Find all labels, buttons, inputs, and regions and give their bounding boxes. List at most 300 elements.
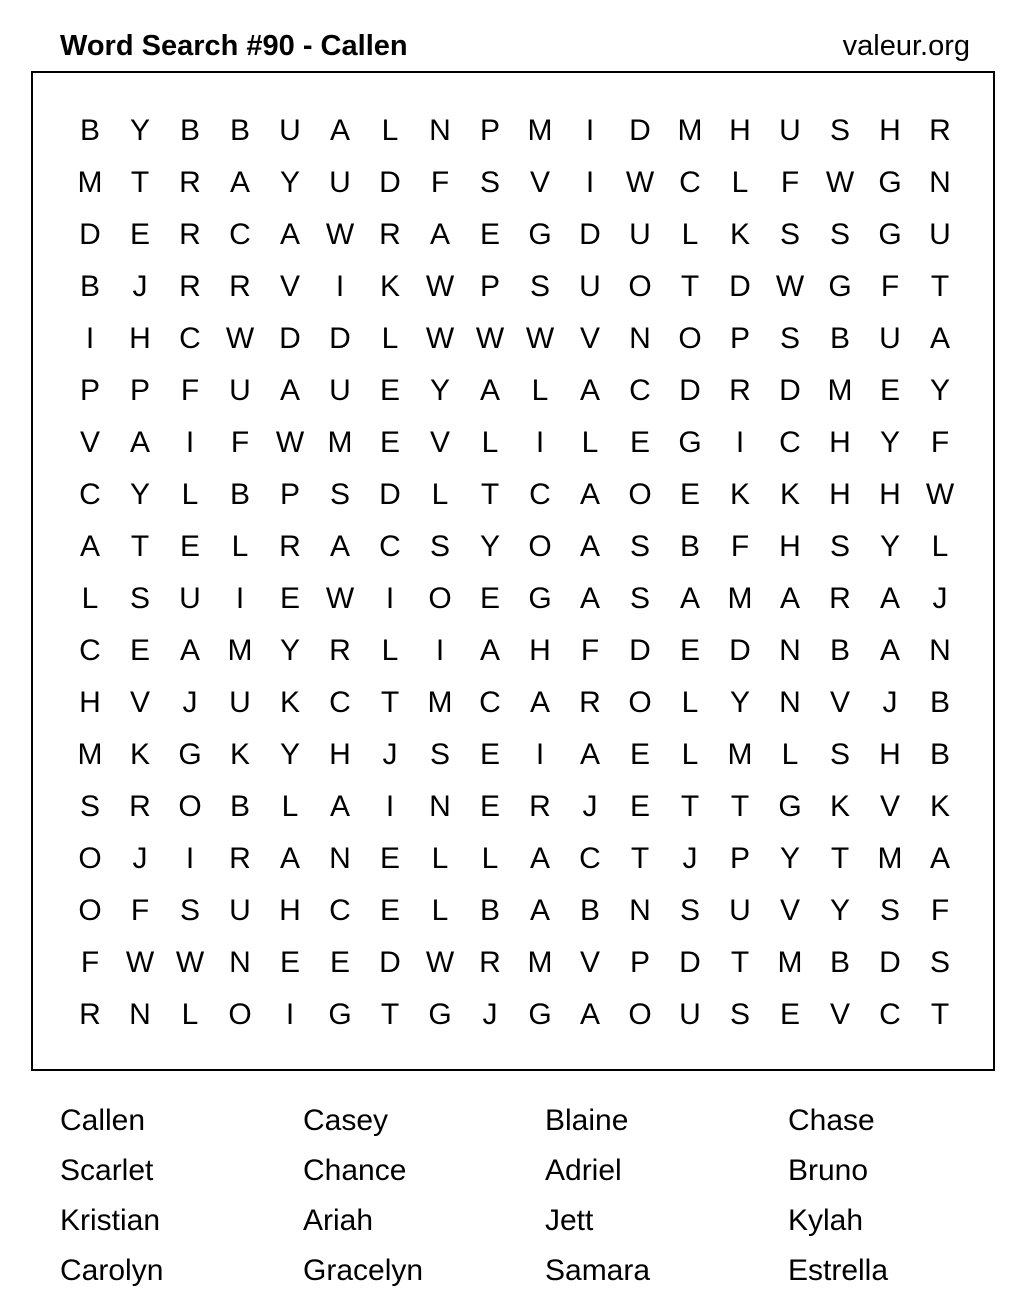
grid-letter: B: [79, 114, 100, 147]
grid-letter: C: [529, 478, 551, 511]
grid-letter: T: [130, 166, 150, 199]
grid-letter: W: [325, 218, 355, 251]
grid-letter: C: [879, 998, 901, 1031]
grid-letter: S: [779, 218, 800, 251]
word-list-item: Jett: [545, 1204, 594, 1237]
grid-letter: N: [429, 790, 451, 823]
grid-letter: A: [779, 582, 800, 615]
grid-letter: F: [880, 270, 900, 303]
grid-letter: J: [182, 686, 198, 719]
grid-letter: P: [279, 478, 300, 511]
grid-letter: T: [130, 530, 150, 563]
grid-letter: E: [379, 374, 400, 407]
grid-letter: C: [779, 426, 801, 459]
grid-letter: K: [229, 738, 250, 771]
grid-letter: H: [879, 114, 901, 147]
grid-letter: L: [181, 478, 199, 511]
grid-letter: L: [181, 998, 199, 1031]
grid-letter: I: [335, 270, 345, 303]
grid-letter: E: [129, 218, 150, 251]
grid-letter: G: [178, 738, 202, 771]
word-list-item: Carolyn: [60, 1254, 164, 1287]
grid-letter: G: [528, 218, 552, 251]
grid-letter: C: [179, 322, 201, 355]
grid-letter: K: [829, 790, 850, 823]
grid-letter: A: [579, 998, 600, 1031]
grid-letter: H: [279, 894, 301, 927]
grid-letter: R: [329, 634, 351, 667]
grid-letter: R: [279, 530, 301, 563]
grid-letter: B: [579, 894, 600, 927]
grid-letter: D: [379, 946, 401, 979]
grid-letter: W: [525, 322, 555, 355]
grid-letter: O: [628, 686, 652, 719]
grid-letter: B: [679, 530, 700, 563]
grid-letter: A: [579, 374, 600, 407]
grid-letter: B: [829, 322, 850, 355]
grid-letter: S: [329, 478, 350, 511]
grid-letter: L: [731, 166, 749, 199]
grid-letter: E: [479, 582, 500, 615]
grid-letter: U: [879, 322, 901, 355]
grid-letter: A: [229, 166, 250, 199]
grid-letter: R: [79, 998, 101, 1031]
grid-letter: S: [629, 582, 650, 615]
grid-letter: L: [581, 426, 599, 459]
grid-letter: P: [629, 946, 650, 979]
grid-letter: A: [529, 686, 550, 719]
grid-letter: R: [529, 790, 551, 823]
grid-letter: S: [779, 322, 800, 355]
grid-letter: P: [729, 322, 750, 355]
grid-letter: Y: [429, 374, 450, 407]
grid-letter: L: [431, 894, 449, 927]
grid-letter: T: [930, 270, 950, 303]
grid-letter: U: [229, 894, 251, 927]
grid-letter: D: [679, 374, 701, 407]
word-list-item: Samara: [545, 1254, 651, 1287]
page-header: [60, 26, 970, 66]
grid-letter: S: [129, 582, 150, 615]
grid-letter: B: [829, 946, 850, 979]
grid-letter: O: [178, 790, 202, 823]
grid-letter: M: [327, 426, 353, 459]
grid-letter: N: [129, 998, 151, 1031]
grid-letter: W: [125, 946, 155, 979]
grid-letter: R: [579, 686, 601, 719]
grid-letter: G: [878, 218, 902, 251]
grid-letter: T: [380, 686, 400, 719]
grid-letter: F: [930, 894, 950, 927]
grid-letter: E: [279, 946, 300, 979]
grid-letter: A: [329, 530, 350, 563]
grid-letter: L: [381, 114, 399, 147]
grid-letter: Y: [479, 530, 500, 563]
grid-letter: H: [729, 114, 751, 147]
grid-letter: D: [729, 634, 751, 667]
grid-letter: O: [78, 842, 102, 875]
grid-letter: A: [329, 790, 350, 823]
grid-letter: R: [829, 582, 851, 615]
grid-letter: R: [229, 842, 251, 875]
grid-letter: V: [879, 790, 900, 823]
grid-letter: C: [329, 894, 351, 927]
grid-letter: J: [682, 842, 698, 875]
grid-letter: L: [531, 374, 549, 407]
grid-letter: I: [735, 426, 745, 459]
grid-letter: K: [129, 738, 150, 771]
grid-letter: T: [830, 842, 850, 875]
grid-letter: B: [479, 894, 500, 927]
grid-letter: N: [329, 842, 351, 875]
grid-letter: E: [479, 790, 500, 823]
grid-letter: V: [779, 894, 800, 927]
grid-letter: M: [877, 842, 903, 875]
grid-letter: S: [529, 270, 550, 303]
grid-letter: N: [779, 686, 801, 719]
grid-letter: M: [827, 374, 853, 407]
grid-letter: I: [185, 426, 195, 459]
grid-letter: E: [479, 218, 500, 251]
grid-letter: H: [329, 738, 351, 771]
grid-letter: K: [729, 218, 750, 251]
grid-letter: D: [329, 322, 351, 355]
grid-letter: H: [879, 478, 901, 511]
grid-letter: T: [380, 998, 400, 1031]
grid-letter: S: [829, 218, 850, 251]
grid-letter: A: [279, 374, 300, 407]
grid-letter: A: [579, 582, 600, 615]
grid-letter: F: [930, 426, 950, 459]
grid-letter: S: [729, 998, 750, 1031]
grid-letter: R: [479, 946, 501, 979]
grid-letter: V: [579, 322, 600, 355]
grid-letter: U: [329, 374, 351, 407]
grid-letter: L: [481, 842, 499, 875]
grid-letter: A: [879, 582, 900, 615]
grid-letter: F: [780, 166, 800, 199]
grid-letter: A: [429, 218, 450, 251]
grid-letter: L: [431, 478, 449, 511]
word-list-item: Callen: [60, 1104, 146, 1137]
grid-letter: A: [179, 634, 200, 667]
word-list-item: Adriel: [545, 1154, 622, 1187]
grid-letter: A: [679, 582, 700, 615]
grid-letter: Y: [129, 114, 150, 147]
grid-letter: R: [729, 374, 751, 407]
grid-letter: I: [535, 738, 545, 771]
grid-letter: A: [579, 478, 600, 511]
grid-letter: G: [878, 166, 902, 199]
grid-letter: M: [527, 946, 553, 979]
grid-letter: J: [582, 790, 598, 823]
grid-letter: Y: [829, 894, 850, 927]
grid-letter: J: [132, 270, 148, 303]
grid-letter: J: [382, 738, 398, 771]
grid-letter: U: [779, 114, 801, 147]
grid-letter: A: [529, 894, 550, 927]
grid-letter: O: [678, 322, 702, 355]
grid-letter: V: [829, 998, 850, 1031]
grid-letter: H: [829, 426, 851, 459]
grid-letter: E: [629, 426, 650, 459]
grid-letter: J: [482, 998, 498, 1031]
grid-letter: J: [882, 686, 898, 719]
grid-letter: R: [179, 218, 201, 251]
grid-letter: E: [629, 790, 650, 823]
grid-letter: L: [931, 530, 949, 563]
grid-letter: K: [729, 478, 750, 511]
grid-letter: B: [229, 478, 250, 511]
grid-letter: L: [381, 634, 399, 667]
grid-letter: I: [285, 998, 295, 1031]
grid-letter: F: [430, 166, 450, 199]
grid-letter: B: [79, 270, 100, 303]
grid-letter: V: [829, 686, 850, 719]
grid-letter: O: [78, 894, 102, 927]
grid-letter: A: [479, 634, 500, 667]
grid-letter: D: [279, 322, 301, 355]
word-list-item: Blaine: [545, 1104, 629, 1137]
grid-letter: W: [475, 322, 505, 355]
grid-letter: B: [229, 114, 250, 147]
grid-letter: D: [779, 374, 801, 407]
grid-letter: G: [828, 270, 852, 303]
grid-letter: P: [729, 842, 750, 875]
grid-letter: A: [79, 530, 100, 563]
grid-letter: E: [379, 894, 400, 927]
grid-letter: S: [929, 946, 950, 979]
grid-letter: S: [429, 738, 450, 771]
grid-letter: J: [132, 842, 148, 875]
grid-letter: D: [729, 270, 751, 303]
grid-letter: M: [77, 166, 103, 199]
grid-letter: W: [225, 322, 255, 355]
grid-letter: L: [231, 530, 249, 563]
grid-letter: F: [80, 946, 100, 979]
grid-letter: W: [425, 946, 455, 979]
word-list-item: Chase: [788, 1104, 875, 1137]
grid-letter: G: [528, 582, 552, 615]
grid-letter: D: [629, 634, 651, 667]
grid-letter: W: [775, 270, 805, 303]
grid-letter: E: [379, 426, 400, 459]
grid-letter: R: [179, 166, 201, 199]
grid-letter: F: [130, 894, 150, 927]
grid-letter: E: [679, 634, 700, 667]
grid-letter: U: [279, 114, 301, 147]
grid-letter: V: [529, 166, 550, 199]
grid-letter: N: [429, 114, 451, 147]
grid-letter: H: [829, 478, 851, 511]
grid-letter: F: [580, 634, 600, 667]
word-list-item: Bruno: [788, 1154, 869, 1187]
grid-letter: B: [929, 686, 950, 719]
grid-letter: Y: [279, 634, 300, 667]
grid-letter: C: [229, 218, 251, 251]
grid-letter: Y: [879, 530, 900, 563]
grid-letter: G: [328, 998, 352, 1031]
grid-letter: P: [479, 270, 500, 303]
grid-letter: B: [929, 738, 950, 771]
grid-letter: V: [79, 426, 100, 459]
word-list-item: Chance: [303, 1154, 407, 1187]
grid-letter: E: [129, 634, 150, 667]
grid-letter: A: [329, 114, 350, 147]
grid-letter: S: [879, 894, 900, 927]
word-list-item: Gracelyn: [303, 1254, 424, 1287]
grid-letter: M: [77, 738, 103, 771]
grid-letter: H: [779, 530, 801, 563]
grid-letter: D: [679, 946, 701, 979]
grid-letter: D: [379, 166, 401, 199]
grid-letter: Y: [929, 374, 950, 407]
grid-letter: E: [479, 738, 500, 771]
grid-letter: L: [681, 738, 699, 771]
grid-letter: W: [825, 166, 855, 199]
grid-letter: U: [579, 270, 601, 303]
grid-letter: G: [428, 998, 452, 1031]
grid-letter: M: [427, 686, 453, 719]
letter-grid: [33, 73, 993, 1069]
grid-letter: U: [629, 218, 651, 251]
grid-letter: T: [680, 790, 700, 823]
grid-letter: S: [79, 790, 100, 823]
grid-letter: Y: [279, 738, 300, 771]
grid-letter: L: [81, 582, 99, 615]
grid-letter: K: [379, 270, 400, 303]
grid-letter: V: [429, 426, 450, 459]
grid-letter: C: [579, 842, 601, 875]
grid-letter: T: [930, 998, 950, 1031]
grid-letter: R: [229, 270, 251, 303]
grid-letter: A: [929, 842, 950, 875]
grid-letter: R: [179, 270, 201, 303]
grid-letter: I: [585, 166, 595, 199]
grid-letter: U: [229, 686, 251, 719]
grid-letter: B: [829, 634, 850, 667]
grid-letter: A: [579, 738, 600, 771]
grid-letter: S: [829, 114, 850, 147]
grid-letter: R: [379, 218, 401, 251]
grid-letter: Y: [279, 166, 300, 199]
grid-letter: N: [229, 946, 251, 979]
site-name: valeur.org: [842, 30, 970, 62]
grid-letter: A: [479, 374, 500, 407]
grid-letter: U: [329, 166, 351, 199]
grid-letter: C: [629, 374, 651, 407]
grid-letter: L: [781, 738, 799, 771]
grid-letter: D: [579, 218, 601, 251]
grid-letter: U: [229, 374, 251, 407]
grid-letter: V: [129, 686, 150, 719]
grid-letter: F: [230, 426, 250, 459]
grid-letter: W: [325, 582, 355, 615]
grid-letter: A: [279, 218, 300, 251]
grid-letter: F: [730, 530, 750, 563]
grid-letter: V: [579, 946, 600, 979]
grid-letter: W: [275, 426, 305, 459]
grid-letter: O: [428, 582, 452, 615]
grid-letter: C: [679, 166, 701, 199]
grid-letter: E: [279, 582, 300, 615]
grid-letter: E: [779, 998, 800, 1031]
grid-letter: W: [625, 166, 655, 199]
grid-letter: W: [425, 270, 455, 303]
grid-letter: D: [379, 478, 401, 511]
grid-letter: W: [425, 322, 455, 355]
grid-letter: E: [879, 374, 900, 407]
grid-letter: B: [229, 790, 250, 823]
grid-letter: O: [528, 530, 552, 563]
grid-letter: I: [385, 582, 395, 615]
grid-letter: M: [727, 582, 753, 615]
grid-letter: A: [279, 842, 300, 875]
grid-letter: K: [279, 686, 300, 719]
grid-letter: O: [628, 998, 652, 1031]
grid-letter: H: [79, 686, 101, 719]
puzzle-grid-box: [31, 71, 995, 1071]
grid-letter: D: [79, 218, 101, 251]
grid-letter: N: [929, 166, 951, 199]
grid-letter: M: [227, 634, 253, 667]
grid-letter: A: [579, 530, 600, 563]
grid-letter: I: [435, 634, 445, 667]
grid-letter: H: [529, 634, 551, 667]
grid-letter: D: [629, 114, 651, 147]
grid-letter: V: [279, 270, 300, 303]
grid-letter: M: [527, 114, 553, 147]
grid-letter: W: [925, 478, 955, 511]
grid-letter: L: [381, 322, 399, 355]
grid-letter: L: [281, 790, 299, 823]
grid-letter: S: [429, 530, 450, 563]
grid-letter: U: [729, 894, 751, 927]
grid-letter: A: [879, 634, 900, 667]
grid-letter: I: [85, 322, 95, 355]
grid-letter: N: [629, 894, 651, 927]
grid-letter: T: [480, 478, 500, 511]
grid-letter: P: [129, 374, 150, 407]
word-list-item: Ariah: [303, 1204, 374, 1237]
word-list-item: Estrella: [788, 1254, 889, 1287]
grid-letter: L: [481, 426, 499, 459]
grid-letter: I: [235, 582, 245, 615]
grid-letter: R: [929, 114, 951, 147]
grid-letter: I: [385, 790, 395, 823]
grid-letter: O: [228, 998, 252, 1031]
grid-letter: S: [829, 738, 850, 771]
grid-letter: E: [679, 478, 700, 511]
word-list-item: Casey: [303, 1104, 389, 1137]
grid-letter: I: [585, 114, 595, 147]
grid-letter: O: [628, 478, 652, 511]
grid-letter: G: [678, 426, 702, 459]
grid-letter: S: [479, 166, 500, 199]
grid-letter: C: [329, 686, 351, 719]
grid-letter: I: [185, 842, 195, 875]
grid-letter: S: [829, 530, 850, 563]
grid-letter: L: [431, 842, 449, 875]
grid-letter: M: [677, 114, 703, 147]
grid-letter: C: [79, 478, 101, 511]
grid-letter: K: [929, 790, 950, 823]
grid-letter: N: [629, 322, 651, 355]
grid-letter: A: [929, 322, 950, 355]
word-list-item: Kristian: [60, 1204, 161, 1237]
grid-letter: K: [779, 478, 800, 511]
grid-letter: M: [727, 738, 753, 771]
